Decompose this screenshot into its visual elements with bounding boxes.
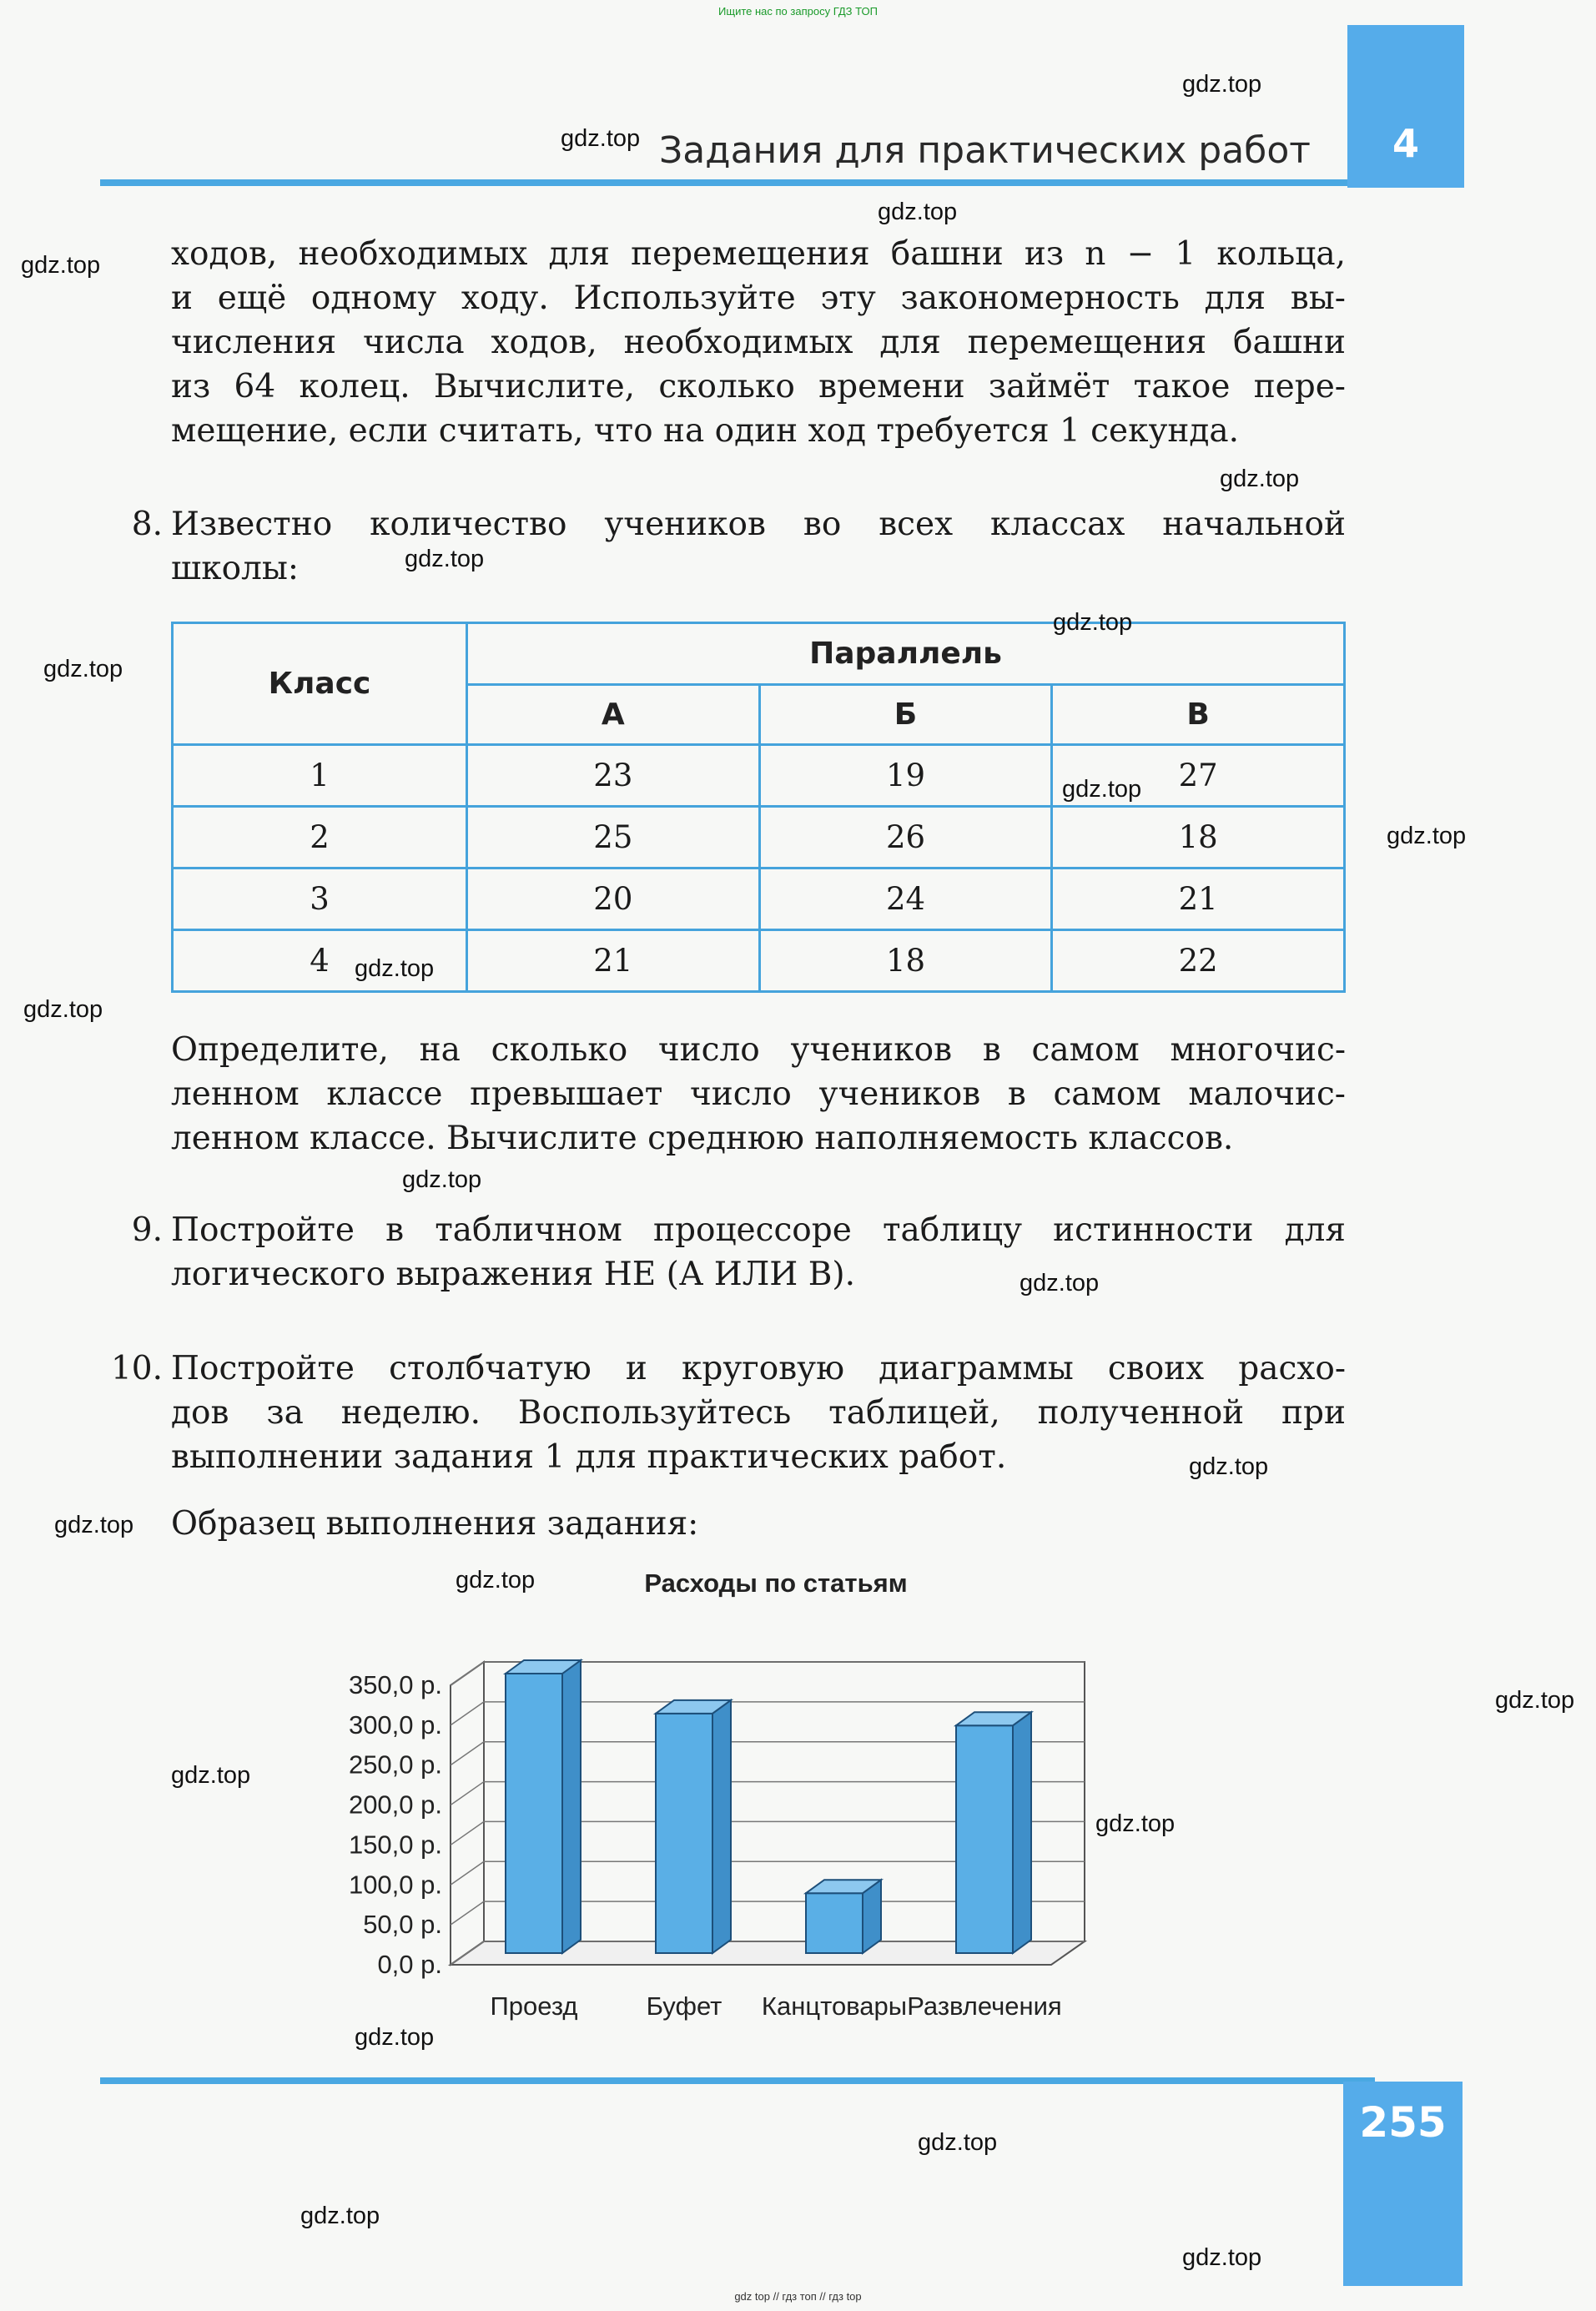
footer-rule: [100, 2077, 1375, 2084]
table-row: [173, 869, 1345, 930]
watermark: gdz.top: [355, 2024, 435, 2051]
cell-class: 4: [173, 930, 467, 992]
chapter-number: 4: [1392, 121, 1419, 166]
text-line: дов за неделю. Воспользуйтесь таблицей, полученной при: [171, 1394, 1346, 1432]
x-category-label: Проезд: [490, 1991, 578, 2021]
watermark: gdz.top: [561, 125, 641, 152]
chart-bar-side: [1013, 1712, 1031, 1953]
cell-value: 25: [467, 807, 760, 869]
watermark: gdz.top: [21, 252, 101, 279]
text-line: ходов, необходимых для перемещения башни из n − 1 кольца,: [171, 235, 1346, 273]
text-line: Определите, на сколько число учеников в самом многочис-: [171, 1031, 1346, 1069]
watermark: gdz.top: [878, 199, 958, 225]
watermark: gdz.top: [1220, 466, 1300, 492]
watermark: gdz.top: [1020, 1270, 1100, 1296]
task-number: 8.: [131, 506, 163, 543]
cell-value: 24: [759, 869, 1052, 930]
text-line: Образец выполнения задания:: [171, 1505, 699, 1543]
watermark: gdz.top: [54, 1512, 134, 1538]
cell-value: 23: [467, 745, 760, 807]
y-tick-label: 150,0 р.: [348, 1830, 442, 1860]
watermark: gdz.top: [1095, 1810, 1176, 1837]
page-number: 255: [1359, 2098, 1447, 2147]
col-header-class: Класс: [173, 623, 467, 745]
watermark: gdz.top: [1495, 1687, 1575, 1714]
cell-value: 20: [467, 869, 760, 930]
text-line: логического выражения НЕ (А ИЛИ В).: [171, 1256, 855, 1293]
bottom-note: gdz top // гдз топ // гдз top: [734, 2290, 862, 2303]
text-line: мещение, если считать, что на один ход требуется 1 секунда.: [171, 412, 1240, 450]
task9-text: [171, 1208, 1346, 1296]
watermark: gdz.top: [405, 546, 485, 572]
text-line: Известно количество учеников во всех классах начальной: [171, 506, 1346, 543]
x-category-label: Канцтовары: [761, 1991, 908, 2021]
text-line: Постройте столбчатую и круговую диаграммы своих расхо-: [171, 1350, 1346, 1387]
sample-label: [171, 1502, 1346, 1546]
cell-value: 18: [759, 930, 1052, 992]
cell-value: 21: [467, 930, 760, 992]
chart-side-wall: [451, 1662, 484, 1965]
text-line: Постройте в табличном процессоре таблицу истинности для: [171, 1211, 1346, 1249]
watermark: gdz.top: [1053, 609, 1133, 636]
expenses-bar-chart: [309, 1606, 1143, 2040]
watermark: gdz.top: [23, 996, 103, 1023]
watermark: gdz.top: [918, 2129, 998, 2156]
cell-class: 1: [173, 745, 467, 807]
watermark: gdz.top: [1189, 1453, 1269, 1480]
cell-value: 27: [1052, 745, 1345, 807]
chart-bar: [656, 1714, 712, 1953]
header-rule: [100, 179, 1347, 186]
y-tick-label: 300,0 р.: [348, 1709, 442, 1740]
top-note: Ищите нас по запросу ГДЗ ТОП: [718, 5, 878, 18]
text-line: ленном классе. Вычислите среднюю наполняемость классов.: [171, 1120, 1234, 1157]
task8-question: [171, 1028, 1346, 1161]
col-header-parallel: Параллель: [467, 623, 1345, 685]
text-line: и ещё одному ходу. Используйте эту закономерность для вы-: [171, 279, 1346, 317]
watermark: gdz.top: [171, 1762, 251, 1789]
chart-title: Расходы по статьям: [644, 1568, 908, 1598]
chart-bar: [506, 1674, 562, 1953]
task7-continuation: [171, 232, 1346, 453]
watermark: gdz.top: [402, 1166, 482, 1193]
text-line: ленном классе превышает число учеников в самом малочис-: [171, 1075, 1346, 1113]
chart-bar-side: [562, 1660, 581, 1953]
y-tick-label: 0,0 р.: [377, 1950, 442, 1979]
text-line: школы:: [171, 550, 300, 587]
col-header-v: В: [1052, 685, 1345, 745]
chart-bar: [806, 1893, 863, 1953]
y-tick-label: 200,0 р.: [348, 1790, 442, 1820]
cell-class: 3: [173, 869, 467, 930]
text-line: числения числа ходов, необходимых для перемещения башни: [171, 324, 1346, 361]
table-row: [173, 930, 1345, 992]
task10-text: [171, 1347, 1346, 1479]
chart-bar-side: [712, 1700, 731, 1953]
watermark: gdz.top: [1182, 71, 1262, 98]
y-tick-label: 100,0 р.: [348, 1870, 442, 1900]
y-tick-label: 250,0 р.: [348, 1750, 442, 1780]
watermark: gdz.top: [1182, 2244, 1262, 2271]
col-header-a: А: [467, 685, 760, 745]
chart-bar: [956, 1725, 1013, 1953]
table-row: [173, 807, 1345, 869]
x-category-label: Развлечения: [907, 1991, 1062, 2021]
task8-intro: [171, 502, 1346, 591]
task-number: 9.: [131, 1211, 163, 1249]
watermark: gdz.top: [456, 1567, 536, 1594]
table-row: [173, 745, 1345, 807]
watermark: gdz.top: [1387, 823, 1467, 849]
col-header-b: Б: [759, 685, 1052, 745]
x-category-label: Буфет: [646, 1991, 722, 2021]
watermark: gdz.top: [300, 2203, 380, 2229]
cell-value: 21: [1052, 869, 1345, 930]
task-number: 10.: [110, 1350, 163, 1387]
y-tick-label: 50,0 р.: [363, 1910, 442, 1940]
watermark: gdz.top: [43, 656, 123, 682]
y-tick-label: 350,0 р.: [348, 1670, 442, 1699]
page-header-title: Задания для практических работ: [659, 129, 1311, 172]
cell-class: 2: [173, 807, 467, 869]
text-line: выполнении задания 1 для практических работ.: [171, 1438, 1007, 1476]
text-line: из 64 колец. Вычислите, сколько времени займёт такое пере-: [171, 368, 1346, 405]
cell-value: 22: [1052, 930, 1345, 992]
watermark: gdz.top: [355, 955, 435, 982]
cell-value: 26: [759, 807, 1052, 869]
cell-value: 19: [759, 745, 1052, 807]
watermark: gdz.top: [1062, 776, 1142, 803]
students-table: [171, 622, 1346, 993]
cell-value: 18: [1052, 807, 1345, 869]
